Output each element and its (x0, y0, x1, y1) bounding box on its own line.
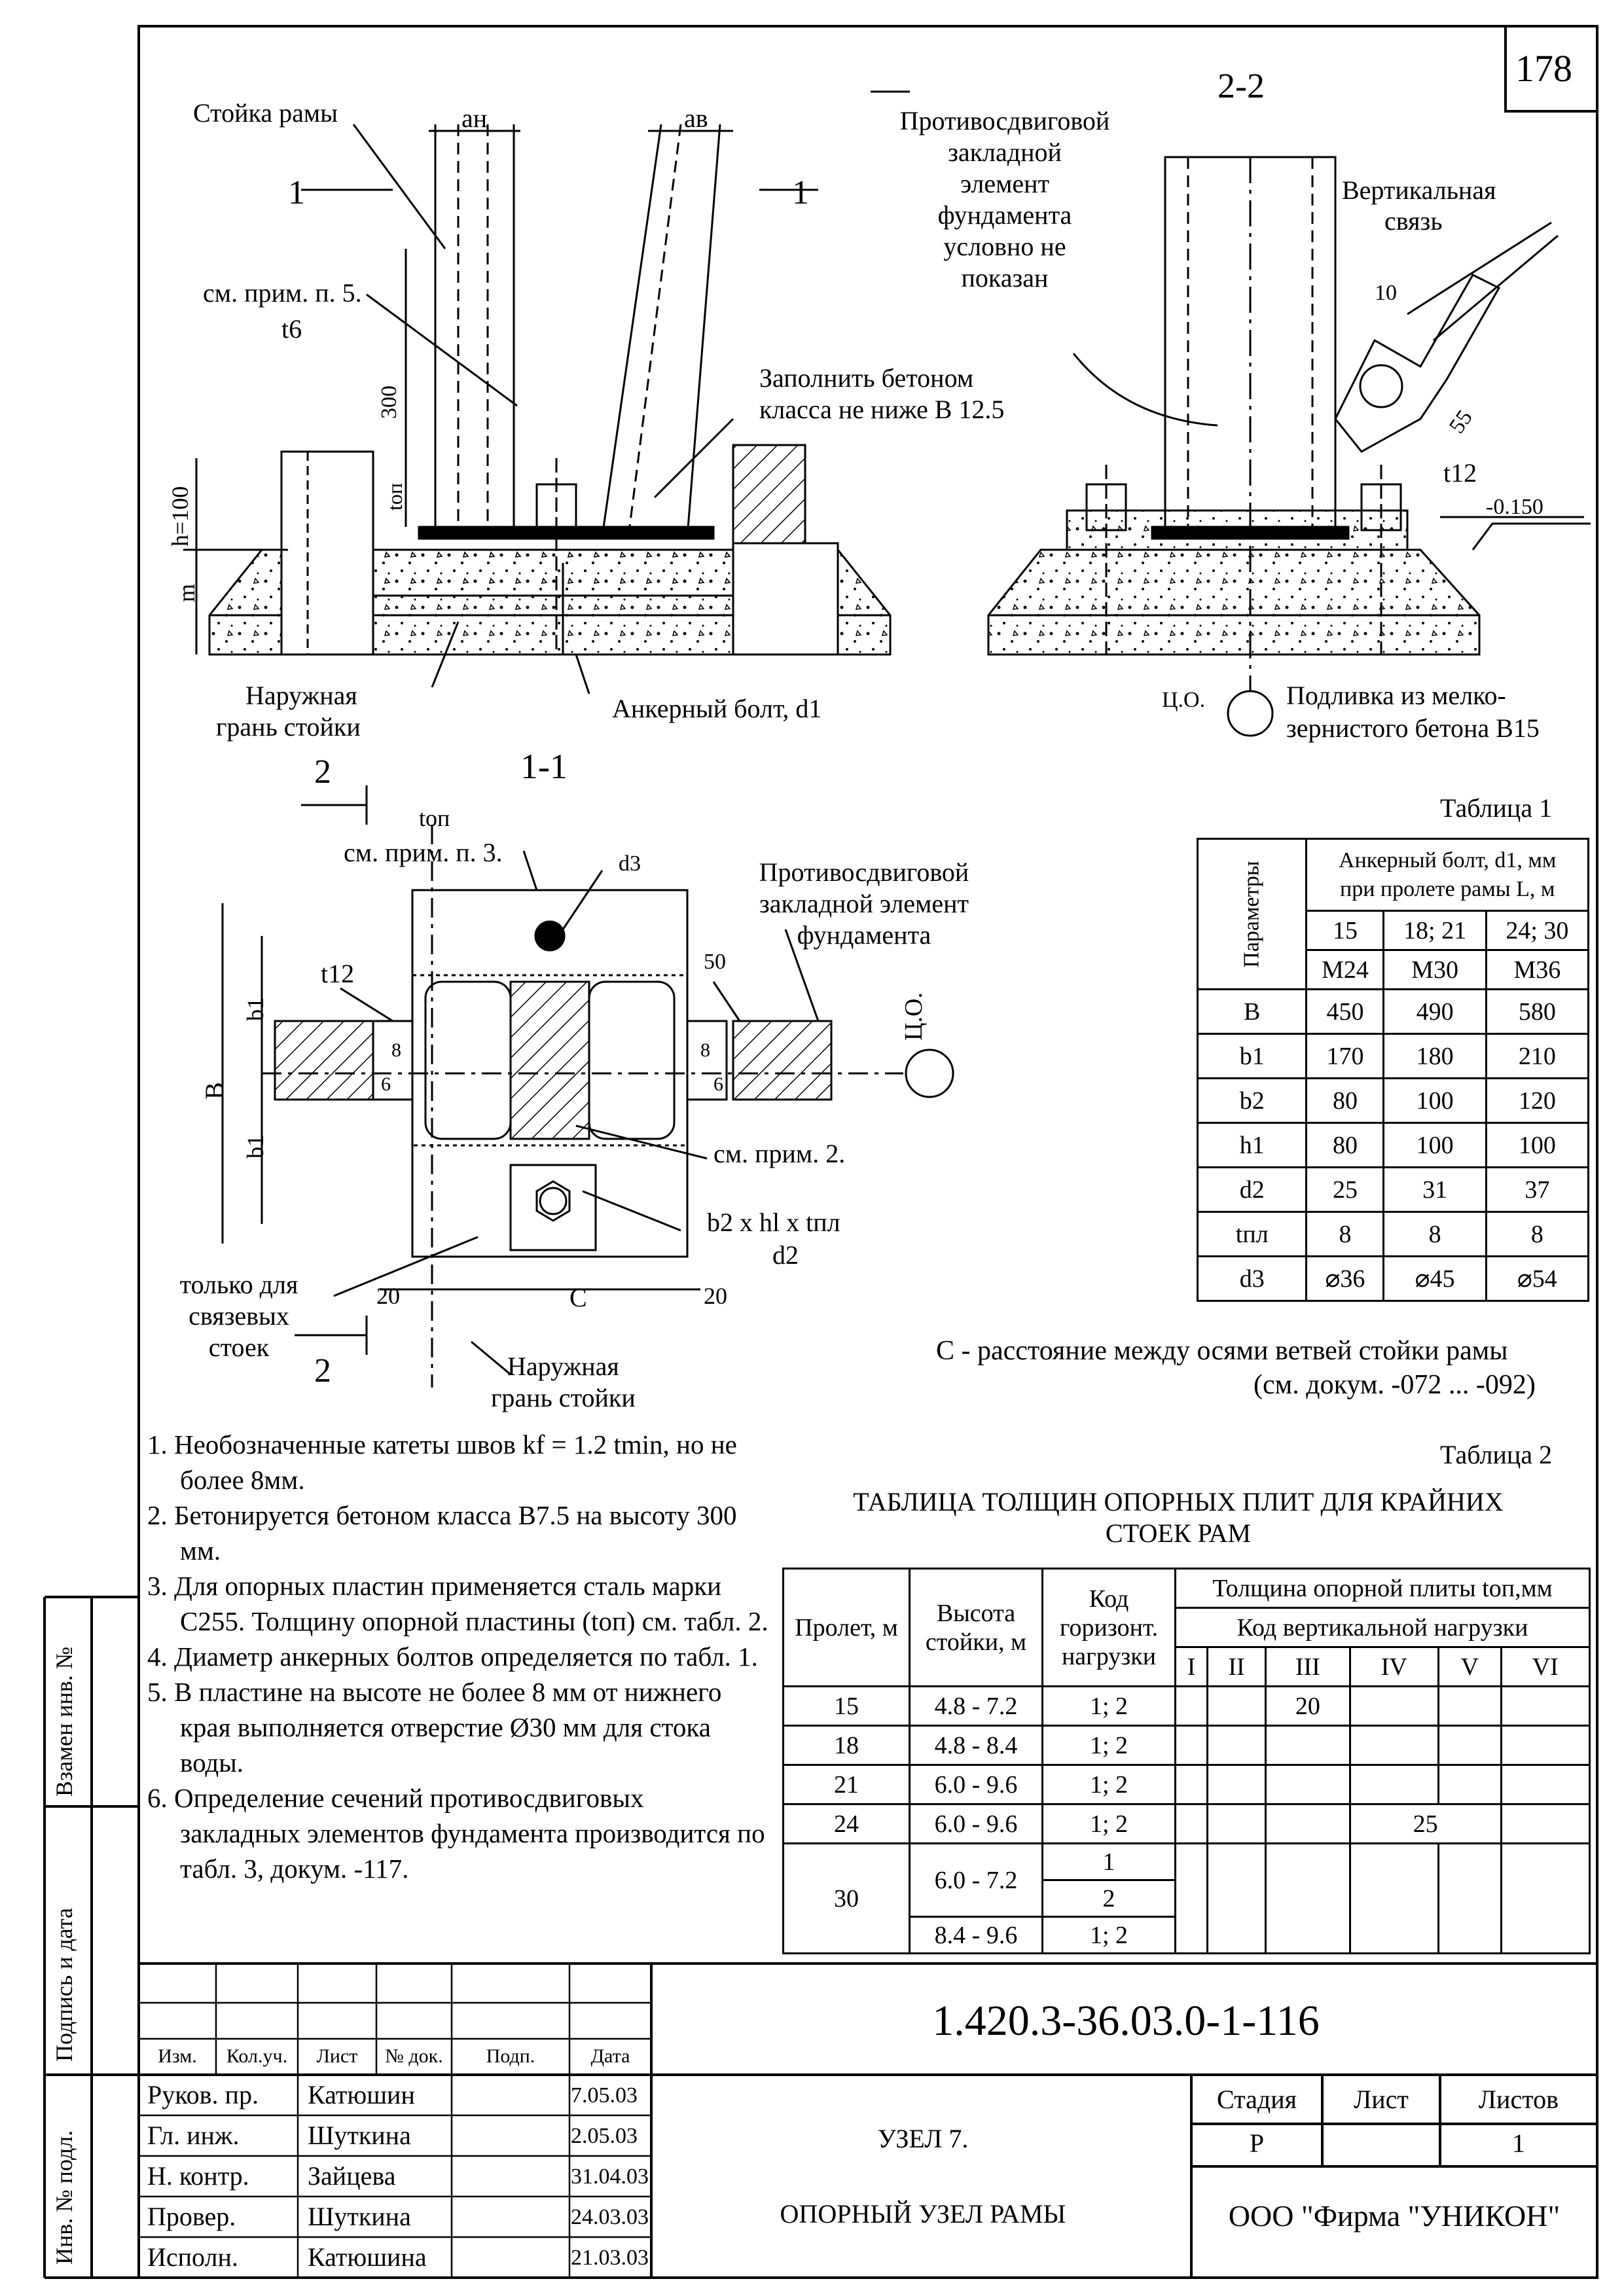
label-co-22: Ц.О. (1162, 688, 1206, 712)
sheet-header: Лист (1354, 2085, 1409, 2114)
label-d3: d3 (619, 852, 641, 876)
table1-cell: 170 (1307, 1034, 1384, 1079)
tb-header-doc: № док. (385, 2045, 443, 2067)
table1-group-header-2: при пролете рамы L, м (1340, 876, 1555, 901)
table2-height-30a: 6.0 - 7.2 (910, 1844, 1043, 1917)
label-8-left: 8 (391, 1039, 401, 1061)
table2-span: 24 (784, 1804, 910, 1844)
stamp-inv-original: Инв. № подл. (51, 2130, 77, 2265)
label-top-11: tоп (419, 805, 450, 831)
table1-cell: 8 (1384, 1212, 1486, 1257)
label-8-right: 8 (700, 1039, 710, 1061)
table1-footnote-2: (см. докум. -072 ... -092) (1254, 1370, 1536, 1400)
table2-code: 1; 2 (1043, 1765, 1176, 1804)
table1 (1197, 838, 1589, 1302)
table2-vcode: III (1265, 1647, 1350, 1687)
table1-bolt-1: М30 (1384, 950, 1486, 990)
sig-role: Провер. (147, 2202, 236, 2231)
sig-name: Катюшин (308, 2080, 415, 2109)
sheets-value: 1 (1512, 2128, 1525, 2158)
label-shear-11-3: фундамента (797, 920, 931, 950)
table1-cell: 120 (1486, 1079, 1588, 1123)
doc-code: 1.420.3-36.03.0-1-116 (932, 1997, 1320, 2045)
table2-title-1: ТАБЛИЦА ТОЛЩИН ОПОРНЫХ ПЛИТ ДЛЯ КРАЙНИХ (853, 1487, 1504, 1516)
table1-cell: 100 (1486, 1123, 1588, 1168)
label-50: 50 (704, 950, 726, 974)
label-outer-face-1: Наружная (245, 681, 357, 710)
table2-vcode: I (1176, 1647, 1208, 1687)
cut-mark-1-left: 1 (288, 174, 305, 211)
note-2: 2. Бетонируется бетоном класса В7.5 на высоту 300 мм. (147, 1500, 737, 1566)
table1-param-header: Параметры (1239, 860, 1264, 968)
table1-cell: 100 (1384, 1079, 1486, 1123)
label-B: B (200, 1082, 229, 1100)
label-shear-11-2: закладной элемент (759, 889, 969, 918)
table1-footnote-1: С - расстояние между осями ветвей стойки рамы (936, 1336, 1508, 1366)
stage-header: Стадия (1216, 2085, 1297, 2114)
label-6-left: 6 (381, 1073, 391, 1095)
table1-cell: 180 (1384, 1034, 1486, 1079)
sig-name: Зайцева (308, 2161, 396, 2191)
table1-row-name: d2 (1198, 1168, 1307, 1212)
table2-span: 15 (784, 1687, 910, 1726)
table1-row-name: tпл (1198, 1212, 1307, 1257)
table1-row-name: B (1198, 990, 1307, 1034)
table1-caption: Таблица 1 (1440, 793, 1553, 823)
tb-header-izm: Изм. (158, 2045, 197, 2067)
label-shear-22-6: показан (961, 263, 1049, 293)
label-300: 300 (377, 386, 401, 419)
table2-title-2: СТОЕК РАМ (1105, 1518, 1252, 1548)
label-plate: b2 x hl x tпл (707, 1208, 840, 1237)
sig-date: 31.04.03 (571, 2164, 649, 2189)
table1-cell: 8 (1486, 1212, 1588, 1257)
table2-vcode: VI (1501, 1647, 1589, 1687)
label-shear-11-1: Противосдвиговой (759, 857, 969, 887)
table2-caption: Таблица 2 (1440, 1440, 1553, 1469)
table1-cell: 80 (1307, 1079, 1384, 1123)
table2-code: 1; 2 (1043, 1687, 1176, 1726)
tb-header-sign: Подп. (486, 2045, 535, 2067)
label-55: 55 (1445, 405, 1477, 439)
label-only-brace-2: связевых (189, 1301, 289, 1331)
cut-mark-1-right: 1 (792, 174, 809, 211)
table2-height-30b: 8.4 - 9.6 (910, 1917, 1043, 1954)
table1-cell: 37 (1486, 1168, 1588, 1212)
title-line-2: ОПОРНЫЙ УЗЕЛ РАМЫ (780, 2199, 1066, 2229)
sig-name: Катюшина (308, 2242, 427, 2272)
table2-vcode: II (1208, 1647, 1266, 1687)
label-co-11: Ц.О. (900, 992, 928, 1041)
label-vertical-brace-2: связь (1384, 206, 1443, 236)
table2-h-thickness: Толщина опорной плиты tоп,мм (1176, 1569, 1590, 1608)
title-line-1: УЗЕЛ 7. (877, 2124, 969, 2153)
label-t12-22: t12 (1443, 458, 1477, 488)
table1-cell: 580 (1486, 990, 1588, 1034)
table1-row-name: h1 (1198, 1123, 1307, 1168)
table1-span-0: 15 (1307, 911, 1384, 950)
label-h100: h=100 (167, 486, 193, 547)
label-shear-22-2: закладной (948, 137, 1062, 167)
label-only-brace-1: только для (179, 1270, 298, 1299)
table1-cell: 31 (1384, 1168, 1486, 1212)
label-level: -0.150 (1486, 495, 1543, 519)
sheets-header: Листов (1478, 2085, 1559, 2114)
table1-cell: 80 (1307, 1123, 1384, 1168)
label-20-left: 20 (376, 1283, 400, 1309)
tb-header-kol: Кол.уч. (226, 2045, 288, 2067)
label-see-note2: см. прим. 2. (713, 1139, 846, 1168)
sig-date: 2.05.03 (571, 2124, 638, 2148)
tb-header-list: Лист (316, 2045, 358, 2067)
label-outer-face-2: грань стойки (216, 712, 361, 742)
label-shear-22-3: элемент (960, 169, 1050, 198)
label-grout-2: зернистого бетона В15 (1286, 713, 1540, 743)
sig-date: 7.05.03 (571, 2083, 638, 2108)
sheet-number: 178 (1515, 47, 1572, 90)
company-name: ООО "Фирма "УНИКОН" (1228, 2199, 1561, 2233)
label-top: tоп (383, 482, 406, 511)
table1-cell: 8 (1307, 1212, 1384, 1257)
cut-mark-2-top: 2 (314, 753, 331, 791)
label-grout-1: Подливка из мелко- (1286, 681, 1506, 710)
table1-span-1: 18; 21 (1384, 911, 1486, 950)
note-5: 5. В пластине на высоте не более 8 мм от нижнего края выполняется отверстие Ø30 мм для стока воды. (147, 1677, 722, 1778)
table2-code-30a2: 2 (1043, 1880, 1176, 1917)
sig-date: 21.03.03 (571, 2246, 649, 2270)
table1-span-2: 24; 30 (1486, 911, 1588, 950)
label-outer-face-11-2: грань стойки (491, 1383, 636, 1412)
section-1-1-title: 1-1 (520, 747, 568, 786)
label-an: aн (461, 103, 488, 133)
table2-height: 4.8 - 7.2 (910, 1687, 1043, 1726)
table2-span-30: 30 (784, 1844, 910, 1954)
table1-row-name: d3 (1198, 1257, 1307, 1301)
table1-cell: 210 (1486, 1034, 1588, 1079)
table1-cell: ⌀36 (1307, 1257, 1384, 1301)
table1-group-header-1: Анкерный болт, d1, мм (1339, 848, 1557, 872)
label-post: Стойка рамы (193, 98, 338, 128)
sig-role: Н. контр. (147, 2161, 249, 2191)
table2-h-vcode: Код вертикальной нагрузки (1176, 1608, 1590, 1647)
label-C: C (569, 1283, 587, 1312)
label-vertical-brace-1: Вертикальная (1342, 175, 1496, 205)
table2-code: 1; 2 (1043, 1726, 1176, 1765)
label-fill-concrete-1: Заполнить бетоном (759, 363, 974, 393)
table1-row-name: b2 (1198, 1079, 1307, 1123)
stamp-signature-date: Подпись и дата (51, 1908, 77, 2062)
sig-name: Шуткина (308, 2121, 411, 2150)
table2-h-height: Высота стойки, м (910, 1569, 1043, 1687)
table1-cell: ⌀54 (1486, 1257, 1588, 1301)
table2-code-30b: 1; 2 (1043, 1917, 1176, 1954)
table2-span: 18 (784, 1726, 910, 1765)
table1-cell: 100 (1384, 1123, 1486, 1168)
table2-h-hcode: Код горизонт. нагрузки (1043, 1569, 1176, 1687)
table1-cell: 490 (1384, 990, 1486, 1034)
label-anchor-bolt: Анкерный болт, d1 (612, 694, 822, 723)
table1-cell: ⌀45 (1384, 1257, 1486, 1301)
notes-list (147, 1427, 769, 1886)
label-t12-11: t12 (321, 959, 355, 988)
table2-value-20: 20 (1265, 1687, 1350, 1726)
label-see-note5: см. прим. п. 5. (203, 278, 362, 308)
note-6: 6. Определение сечений противосдвиговых закладных элементов фундамента производится по табл. 3, докум. -117. (147, 1783, 765, 1884)
table1-bolt-0: М24 (1307, 950, 1384, 990)
sig-role: Руков. пр. (147, 2080, 259, 2109)
sig-role: Гл. инж. (147, 2121, 240, 2150)
label-t6: t6 (281, 314, 302, 344)
sig-name: Шуткина (308, 2202, 411, 2231)
table1-cell: 450 (1307, 990, 1384, 1034)
label-6-right: 6 (713, 1073, 723, 1095)
table1-bolt-2: М36 (1486, 950, 1588, 990)
label-m: m (173, 583, 200, 602)
stage-value: Р (1249, 2128, 1265, 2158)
label-shear-22-4: фундамента (937, 200, 1072, 230)
table2-vcode: IV (1350, 1647, 1438, 1687)
note-4: 4. Диаметр анкерных болтов определяется по табл. 1. (147, 1641, 758, 1672)
table2-code-30a1: 1 (1043, 1844, 1176, 1880)
table1-row-name: b1 (1198, 1034, 1307, 1079)
note-1: 1. Необозначенные катеты швов kf = 1.2 tmin, но не более 8мм. (147, 1429, 737, 1495)
table2-h-span: Пролет, м (784, 1569, 910, 1687)
stamp-replace-inv: Взамен инв. № (51, 1646, 77, 1797)
label-10: 10 (1375, 281, 1397, 305)
cut-mark-2-bottom: 2 (314, 1352, 331, 1390)
table2-height: 6.0 - 9.6 (910, 1804, 1043, 1844)
label-outer-face-11-1: Наружная (507, 1352, 619, 1381)
tb-header-date: Дата (590, 2045, 630, 2067)
table2-height: 6.0 - 9.6 (910, 1765, 1043, 1804)
table2-code: 1; 2 (1043, 1804, 1176, 1844)
label-d2: d2 (772, 1240, 799, 1270)
label-b1-top: b1 (242, 997, 268, 1021)
note-3: 3. Для опорных пластин применяется сталь марки С255. Толщину опорной пластины (tоп) см. табл. 2. (147, 1571, 768, 1636)
table2-span: 21 (784, 1765, 910, 1804)
table2-vcode: V (1439, 1647, 1502, 1687)
table1-cell: 25 (1307, 1168, 1384, 1212)
table2-value-25: 25 (1350, 1804, 1501, 1844)
label-see-note3: см. прим. п. 3. (344, 838, 503, 867)
label-shear-22-1: Противосдвиговой (899, 106, 1110, 135)
sig-date: 24.03.03 (571, 2205, 649, 2229)
section-2-2-title: 2-2 (1218, 66, 1265, 105)
table2-height: 4.8 - 8.4 (910, 1726, 1043, 1765)
table2 (782, 1568, 1591, 1954)
label-b1-bottom: b1 (242, 1135, 268, 1158)
label-20-right: 20 (704, 1283, 727, 1309)
label-av: aв (684, 103, 708, 133)
label-only-brace-3: стоек (208, 1333, 270, 1362)
sig-role: Исполн. (147, 2242, 238, 2272)
label-shear-22-5: условно не (943, 232, 1066, 261)
label-fill-concrete-2: класса не ниже В 12.5 (759, 395, 1005, 424)
